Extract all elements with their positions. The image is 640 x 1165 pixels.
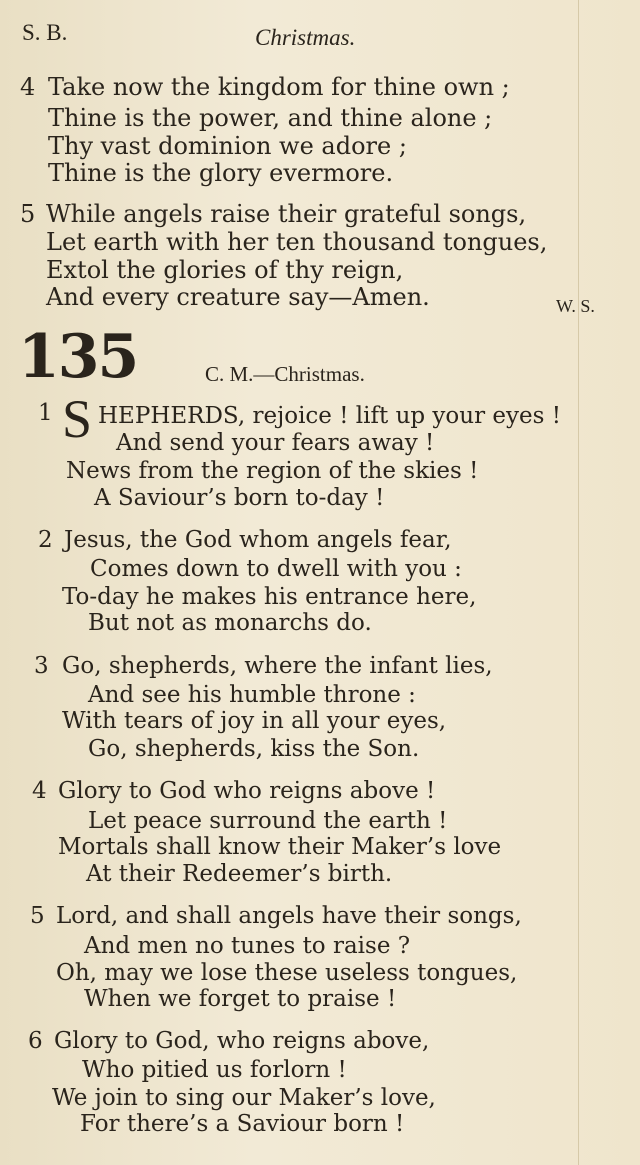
drop-cap: S [62,389,93,449]
verse-line: And every creature say—Amen. [46,283,430,311]
page-edge-rule [578,0,579,1165]
hymn-number: 135 [18,322,138,392]
verse-line: Thine is the power, and thine alone ; [48,104,493,132]
verse-line: HEPHERDS, rejoice ! lift up your eyes ! [98,403,561,429]
verse-line: And men no tunes to raise ? [84,933,411,959]
verse-number: 4 [20,73,36,101]
verse-line: With tears of joy in all your eyes, [62,708,447,734]
verse-line: And send your fears away ! [116,430,435,456]
verse-line: Who pitied us forlorn ! [82,1057,347,1083]
verse-line: For there’s a Saviour born ! [80,1111,405,1137]
verse-line: While angels raise their grateful songs, [46,200,527,228]
verse-number: 6 [28,1028,43,1054]
hymn-meter: C. M.—Christmas. [205,362,365,386]
verse-line: News from the region of the skies ! [66,458,479,484]
verse-line: Glory to God, who reigns above, [54,1028,430,1054]
verse-line: Thy vast dominion we adore ; [48,132,407,160]
verse-line: At their Redeemer’s birth. [86,861,393,887]
verse-number: 3 [34,653,49,679]
verse-line: Let peace surround the earth ! [88,808,448,834]
author-attribution: W. S. [556,296,595,316]
verse-line: Let earth with her ten thousand tongues, [46,228,548,256]
verse-line: Thine is the glory evermore. [48,159,394,187]
verse-number: 5 [20,200,36,228]
verse-line: Comes down to dwell with you : [90,556,462,582]
running-head-title: Christmas. [255,25,356,50]
verse-line: A Saviour’s born to-day ! [94,485,385,511]
verse-line: And see his humble throne : [88,682,416,708]
verse-line: Lord, and shall angels have their songs, [56,903,522,929]
verse-line: To-day he makes his entrance here, [62,584,477,610]
running-head-left: S. B. [22,20,68,45]
verse-number: 2 [38,527,53,553]
verse-line: When we forget to praise ! [84,986,397,1012]
verse-line: Glory to God who reigns above ! [58,778,436,804]
verse-line: We join to sing our Maker’s love, [52,1085,436,1111]
verse-line: Go, shepherds, kiss the Son. [88,736,420,762]
verse-line: Mortals shall know their Maker’s love [58,834,502,860]
verse-line: Jesus, the God whom angels fear, [64,527,452,553]
verse-number: 1 [38,400,53,426]
verse-line: Extol the glories of thy reign, [46,256,404,284]
verse-line: Oh, may we lose these useless tongues, [56,960,518,986]
verse-line: But not as monarchs do. [88,610,372,636]
verse-number: 4 [32,778,47,804]
verse-line: Go, shepherds, where the infant lies, [62,653,493,679]
verse-number: 5 [30,903,45,929]
verse-line: Take now the kingdom for thine own ; [48,73,510,101]
